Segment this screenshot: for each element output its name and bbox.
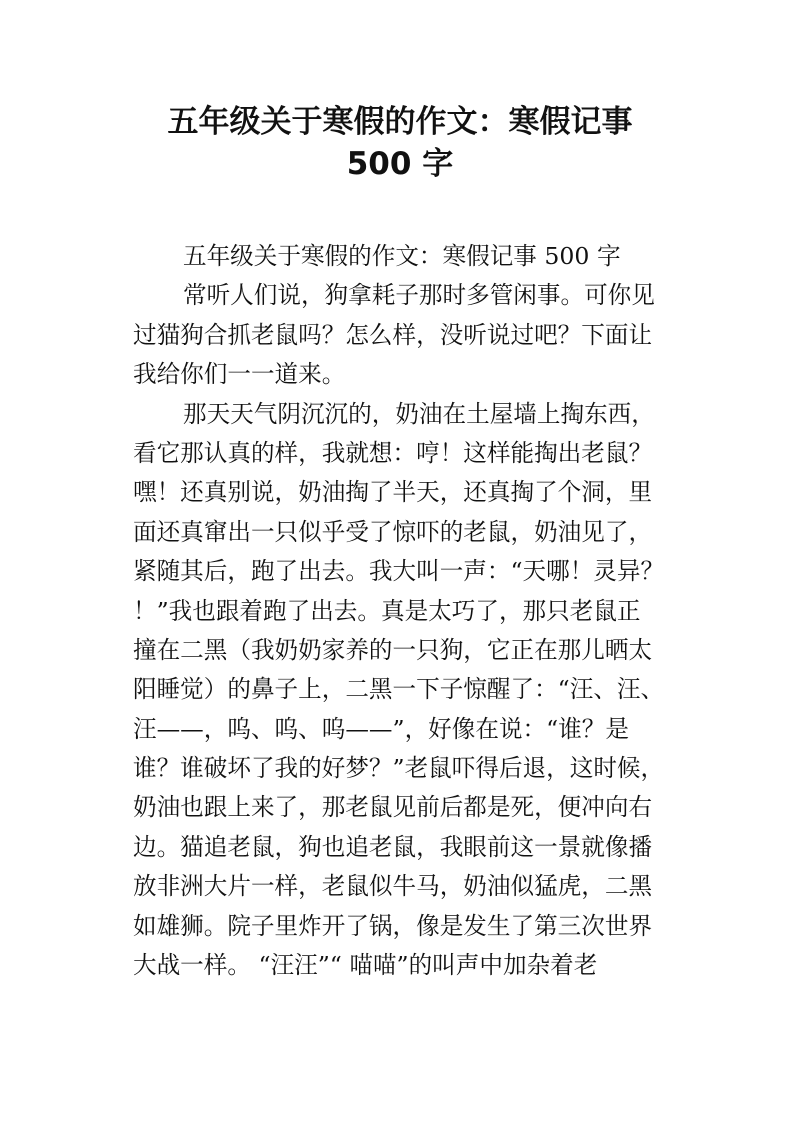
body-line: 五年级关于寒假的作文：寒假记事 500 字 <box>183 242 621 270</box>
body-line: 面还真窜出一只似乎受了惊吓的老鼠，奶油见了， <box>133 517 653 546</box>
document-title-line-1: 五年级关于寒假的作文：寒假记事 <box>167 104 633 140</box>
body-line: 谁？谁破坏了我的好梦？”老鼠吓得后退，这时候， <box>133 754 665 783</box>
document-body <box>133 237 673 985</box>
body-line: 奶油也跟上来了，那老鼠见前后都是死，便冲向右 <box>133 793 653 822</box>
body-line: 大战一样。 “汪汪”“ 喵喵”的叫声中加杂着老 <box>133 951 598 980</box>
body-line: 紧随其后，跑了出去。我大叫一声：“天哪！灵异？ <box>133 557 665 586</box>
document-title-line-2: 500 字 <box>346 146 454 182</box>
body-line: 放非洲大片一样，老鼠似牛马，奶油似猛虎，二黑 <box>133 872 653 901</box>
body-line: 汪——，呜、呜、呜——”，好像在说：“谁？是 <box>133 714 629 743</box>
body-line: 边。猫追老鼠，狗也追老鼠，我眼前这一景就像播 <box>133 832 653 861</box>
body-line: 如雄狮。院子里炸开了锅，像是发生了第三次世界 <box>133 911 653 940</box>
body-line: 我给你们一一道来。 <box>133 360 346 389</box>
body-line: 撞在二黑（我奶奶家养的一只狗，它正在那儿晒太 <box>133 635 653 664</box>
body-line: 看它那认真的样，我就想：哼！这样能掏出老鼠？ <box>133 438 653 467</box>
body-line: 嘿！还真别说，奶油掏了半天，还真掏了个洞，里 <box>133 478 653 507</box>
body-line: 阳睡觉）的鼻子上，二黑一下子惊醒了：“汪、汪、 <box>133 675 665 704</box>
body-line: ！”我也跟着跑了出去。真是太巧了，那只老鼠正 <box>133 596 641 625</box>
body-line: 过猫狗合抓老鼠吗？怎么样，没听说过吧？下面让 <box>133 320 653 349</box>
body-line: 那天天气阴沉沉的，奶油在土屋墙上掏东西， <box>183 399 655 428</box>
body-line: 常听人们说，狗拿耗子那时多管闲事。可你见 <box>183 281 655 310</box>
